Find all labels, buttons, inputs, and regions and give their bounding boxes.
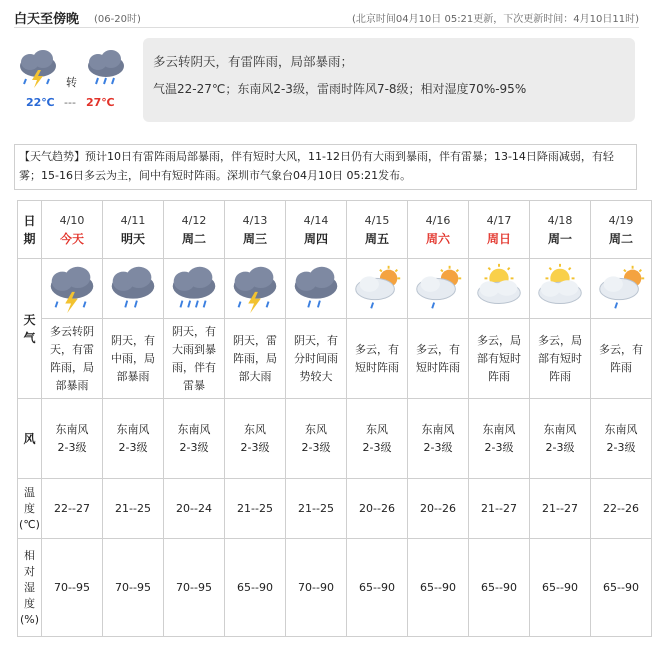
row-label-weather: 天 气 [18,259,42,399]
description-line: 阵雨 [549,369,571,383]
today-condition: 多云转阴天，有雷阵雨，局部暴雨； [153,54,354,69]
temperature-cell: 21--27 [469,479,530,539]
rain-icon [103,262,163,316]
weather-description [408,319,469,399]
description-line: 阴天，雷 [233,333,277,347]
temperature-cell: 21--25 [103,479,164,539]
weather-description [103,319,164,399]
wind-level: 2-3级 [606,440,636,454]
date-label: 4/19 [608,213,634,227]
row-label-wind: 风 [18,399,42,479]
transition-label: 转 [66,76,77,89]
time-range: (06-20时) [94,14,141,25]
page-title: 白天至傍晚 [14,12,80,27]
temperature-cell: 21--25 [225,479,286,539]
description-line: 阵雨，局 [50,360,94,374]
wind-level: 2-3级 [57,440,87,454]
date-label: 4/11 [120,213,146,227]
weather-icon-cell [469,259,530,319]
date-cell [408,201,469,259]
description-line: 中雨，局 [111,351,155,365]
thunderstorm-icon [225,262,285,316]
description-line: 阵雨 [488,369,510,383]
weather-icon-cell [408,259,469,319]
wind-cell [42,399,103,479]
weekday-label: 周五 [364,231,389,246]
humidity-cell: 65--90 [408,539,469,637]
humidity-cell: 70--95 [103,539,164,637]
description-line: 雷暴 [183,378,205,392]
wind-level: 2-3级 [301,440,331,454]
wind-level: 2-3级 [423,440,453,454]
wind-direction: 东风 [244,422,266,436]
wind-cell [103,399,164,479]
weather-description [225,319,286,399]
description-line: 阴天，有 [294,333,338,347]
wind-cell [347,399,408,479]
temperature-cell: 22--26 [591,479,652,539]
heavy-rain-icon [164,262,224,316]
date-cell [164,201,225,259]
weather-icon-cell [225,259,286,319]
today-summary [143,38,635,122]
wind-cell [469,399,530,479]
thunderstorm-icon [42,262,102,316]
weekday-label: 周六 [425,231,450,246]
weather-description [530,319,591,399]
date-label: 4/18 [547,213,573,227]
temp-row [18,479,652,539]
partly-cloudy-shower-icon [591,262,651,316]
description-line: 部大雨 [238,369,272,383]
description-line: 势较大 [299,369,333,383]
temperature-cell: 20--24 [164,479,225,539]
weather-description [286,319,347,399]
weekday-label: 周四 [303,231,328,246]
date-label: 4/16 [425,213,451,227]
rain-icon [84,48,128,92]
wind-direction: 东风 [305,422,327,436]
weather-description [469,319,530,399]
weather-icon-cell [164,259,225,319]
description-line: 阵雨，局 [233,351,277,365]
weather-icon-cell [42,259,103,319]
humidity-cell: 70--95 [42,539,103,637]
description-line: 大雨到暴 [172,342,216,356]
humidity-cell: 65--90 [530,539,591,637]
date-label: 4/12 [181,213,207,227]
desc-row [18,319,652,399]
weather-icon-cell [286,259,347,319]
rain-icon [286,262,346,316]
humidity-cell: 70--95 [164,539,225,637]
date-cell [42,201,103,259]
date-label: 4/14 [303,213,329,227]
description-line: 多云，有 [355,342,399,356]
wind-direction: 东南风 [116,422,150,436]
partly-cloudy-shower-icon [408,262,468,316]
date-label: 4/15 [364,213,390,227]
weekday-label: 明天 [120,231,145,246]
wind-direction: 东南风 [543,422,577,436]
update-info: (北京时间04月10日 05:21更新，下次更新时间：4月10日11时) [351,14,639,25]
description-line: 阴天，有 [111,333,155,347]
weather-description [164,319,225,399]
wind-level: 2-3级 [545,440,575,454]
description-line: 多云，有 [416,342,460,356]
description-line: 多云，局 [538,333,582,347]
description-line: 阴天，有 [172,324,216,338]
wind-cell [591,399,652,479]
humidity-row [18,539,652,637]
date-cell [347,201,408,259]
weekday-label: 今天 [59,231,84,246]
wind-level: 2-3级 [240,440,270,454]
icon-row [18,259,652,319]
weather-icon-cell [591,259,652,319]
cloudy-sun-icon [530,262,590,316]
wind-level: 2-3级 [118,440,148,454]
thunderstorm-icon [16,48,60,92]
description-line: 多云，局 [477,333,521,347]
description-line: 部暴雨 [55,378,89,392]
weather-icon-cell [347,259,408,319]
humidity-cell: 65--90 [225,539,286,637]
row-label-temp: 温 度 (℃) [18,479,42,539]
wind-cell [164,399,225,479]
wind-level: 2-3级 [484,440,514,454]
description-line: 短时阵雨 [416,360,460,374]
wind-direction: 东南风 [482,422,516,436]
high-temp: 27℃ [86,96,115,109]
wind-cell [530,399,591,479]
wind-cell [408,399,469,479]
description-line: 天，有雷 [50,342,94,356]
weather-trend [14,144,637,190]
weekday-label: 周三 [242,231,267,246]
temp-separator: --- [64,96,76,109]
date-cell [591,201,652,259]
wind-level: 2-3级 [362,440,392,454]
wind-cell [225,399,286,479]
wind-direction: 东风 [366,422,388,436]
weekday-label: 周一 [547,231,572,246]
wind-direction: 东南风 [177,422,211,436]
today-icons [14,48,134,110]
date-cell [469,201,530,259]
date-label: 4/13 [242,213,268,227]
wind-row [18,399,652,479]
date-cell [286,201,347,259]
humidity-cell: 65--90 [347,539,408,637]
wind-cell [286,399,347,479]
weather-icon-cell [530,259,591,319]
description-line: 部暴雨 [116,369,150,383]
wind-direction: 东南风 [604,422,638,436]
divider [14,27,639,28]
header [14,6,639,26]
description-line: 多云，有 [599,342,643,356]
date-cell [103,201,164,259]
date-label: 4/10 [59,213,85,227]
wind-direction: 东南风 [55,422,89,436]
description-line: 阵雨 [610,360,632,374]
today-details: 气温22-27℃；东南风2-3级，雷雨时阵风7-8级；相对湿度70%-95% [153,82,527,96]
temperature-cell: 20--26 [408,479,469,539]
description-line: 分时间雨 [294,351,338,365]
low-temp: 22℃ [26,96,55,109]
temperature-cell: 21--27 [530,479,591,539]
description-line: 雨，伴有 [172,360,216,374]
temperature-cell: 20--26 [347,479,408,539]
trend-text: 预计10日有雷阵雨局部暴雨，伴有短时大风，11-12日仍有大雨到暴雨，伴有雷暴；13-14日降雨减弱，有轻雾；15-16日多云为主，间中有短时阵雨。深圳市气象台04月10日 05:21发布。 [19,150,614,182]
date-row [18,201,652,259]
weather-description [42,319,103,399]
trend-label: 【天气趋势】 [19,150,85,163]
weekday-label: 周日 [486,231,511,246]
forecast-table [17,200,652,637]
description-line: 短时阵雨 [355,360,399,374]
description-line: 部有短时 [538,351,582,365]
wind-direction: 东南风 [421,422,455,436]
description-line: 多云转阴 [50,324,94,338]
weather-icon-cell [103,259,164,319]
weekday-label: 周二 [181,231,206,246]
partly-cloudy-shower-icon [347,262,407,316]
weather-description [591,319,652,399]
weekday-label: 周二 [608,231,633,246]
temperature-cell: 22--27 [42,479,103,539]
row-label-humidity: 相 对 湿 度 (%) [18,539,42,637]
weather-description [347,319,408,399]
cloudy-sun-icon [469,262,529,316]
row-label-date: 日 期 [18,201,42,259]
wind-level: 2-3级 [179,440,209,454]
date-cell [530,201,591,259]
description-line: 部有短时 [477,351,521,365]
temperature-cell: 21--25 [286,479,347,539]
humidity-cell: 65--90 [591,539,652,637]
humidity-cell: 65--90 [469,539,530,637]
humidity-cell: 70--90 [286,539,347,637]
date-cell [225,201,286,259]
date-label: 4/17 [486,213,512,227]
